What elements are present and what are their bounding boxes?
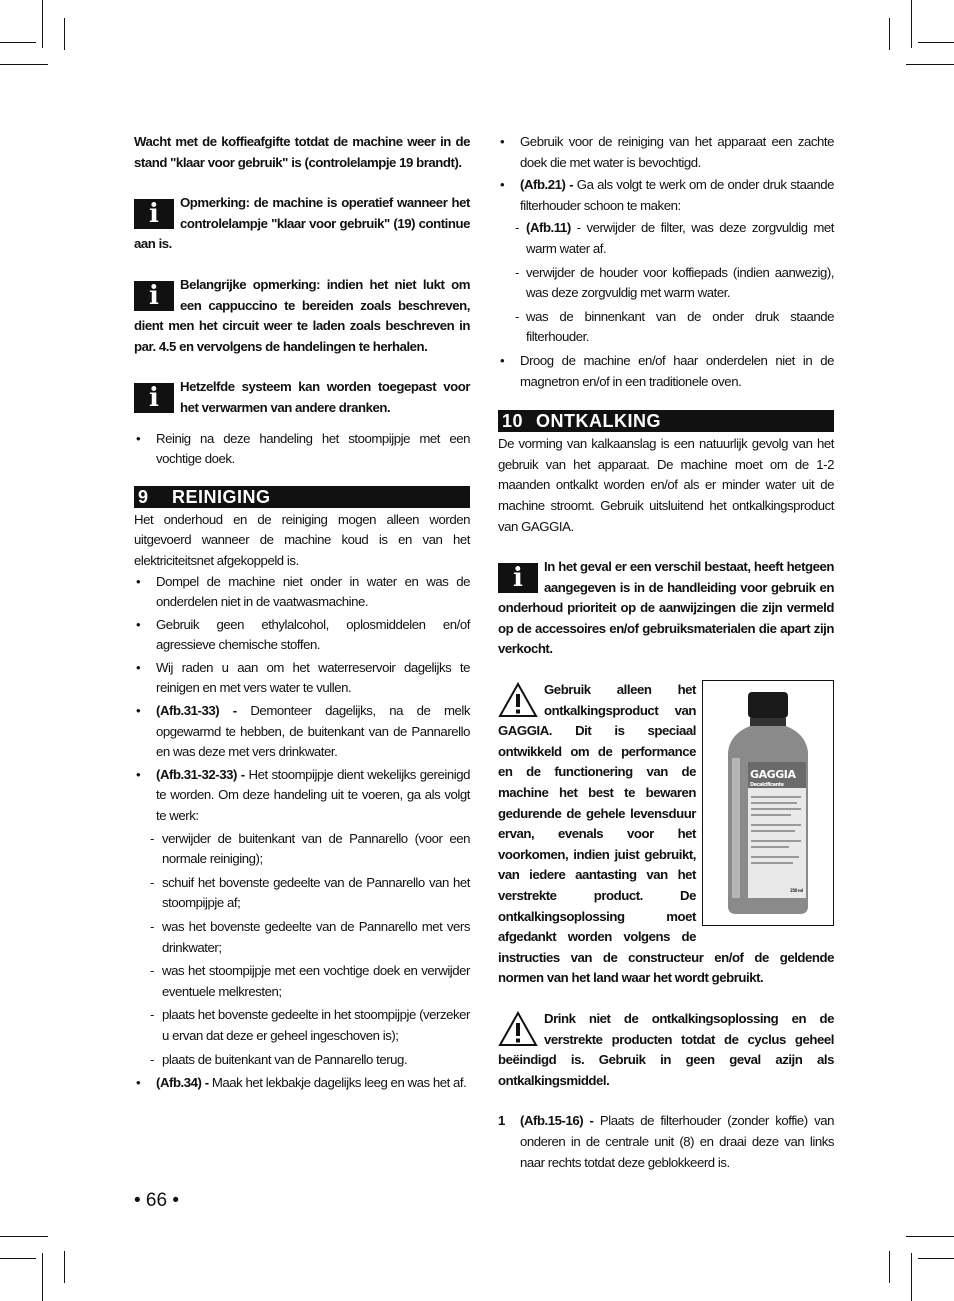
crop-mark — [911, 0, 912, 48]
bullet-list — [134, 572, 470, 827]
note-text: Opmerking: de machine is operatief wanneer het controlelampje "klaar voor gebruik" (19) continue aan is. — [134, 195, 470, 252]
item-text: was de binnenkant van de onder druk staande filterhouder. — [526, 308, 834, 345]
section-title: REINIGING — [172, 486, 271, 507]
warning-icon — [498, 682, 538, 718]
list-item — [134, 615, 470, 656]
section-title: ONTKALKING — [536, 411, 661, 432]
bottle-brand: GAGGIA — [750, 768, 796, 782]
section-heading-reiniging — [134, 486, 470, 508]
warning-icon — [498, 1011, 538, 1047]
warning-text: Drink niet de ontkalkingsoplossing en de verstrekte producten totdat de cyclus geheel beëindigd is. Gebruik in geen geval azijn als ontkalkingsmiddel. — [498, 1010, 834, 1088]
dash-item: - was het bovenste gedeelte van de Pannarello met vers drinkwater; — [150, 919, 470, 955]
section-intro: De vorming van kalkaanslag is een natuurlijk gevolg van het gebruik van het apparaat. De machine moet om de 1-2 maanden ontkalkt worden en/of als er minder water uit de machine stroomt. Gebruik uitsluitend het ontkalkingsproduct van GAGGIA. — [498, 436, 834, 534]
crop-mark — [0, 1258, 36, 1259]
warning-note — [498, 680, 834, 989]
bottle-illustration — [720, 688, 816, 918]
item-text: was het bovenste gedeelte van de Pannarello met vers drinkwater; — [162, 919, 470, 955]
right-column — [498, 132, 834, 1173]
item-text: was het stoompijpje met een vochtige doek en verwijder eventuele melkresten; — [162, 963, 470, 999]
list-item: • Reinig na deze handeling het stoompijpje met een vochtige doek. — [134, 429, 470, 470]
crop-mark — [889, 18, 890, 50]
item-text: Dompel de machine niet onder in water en was de onderdelen niet in de vaatwasmachine. — [156, 573, 470, 610]
figure-ref: (Afb.31-32-33) - — [156, 766, 245, 782]
section-number: 9 — [138, 486, 149, 507]
item-text: - verwijder de filter, was deze zorgvuldig met warm water af. — [526, 220, 834, 256]
dash-item: - plaats de buitenkant van de Pannarello terug. — [150, 1051, 408, 1067]
list-item — [134, 701, 470, 763]
item-text: plaats het bovenste gedeelte in het stoompijpje (verzeker u ervan dat deze er geheel ingeschoven is); — [162, 1007, 470, 1043]
note-text: Hetzelfde systeem kan worden toegepast voor het verwarmen van andere dranken. — [180, 379, 470, 415]
item-text: Het stoompijpje dient wekelijks gereinigd te worden. Om deze handeling uit te voeren, ga als volgt te werk: — [156, 766, 470, 824]
item-text: Ga als volgt te werk om de onder druk staande filterhouder schoon te maken: — [520, 177, 834, 213]
crop-mark — [906, 1236, 954, 1237]
list-item: • Droog de machine en/of haar onderdelen niet in de magnetron en/of in een traditionele oven. — [498, 351, 834, 392]
descaler-bottle-image — [702, 680, 834, 926]
dash-list — [498, 218, 834, 348]
dash-item: - was de binnenkant van de onder druk staande filterhouder. — [515, 308, 834, 345]
bottle-size: 250 ml — [790, 888, 803, 894]
note-text: In het geval er een verschil bestaat, heeft hetgeen aangegeven is in de handleiding voor gebruik en onderhoud prioriteit op de aanwijzingen die zijn vermeld op de accessoires en/of gebruiksmaterialen die apart zijn verkocht. — [498, 559, 834, 657]
crop-mark — [0, 64, 48, 65]
crop-mark — [42, 1253, 43, 1301]
info-icon: i — [498, 563, 538, 593]
figure-ref: (Afb.21) - — [520, 177, 574, 193]
info-note — [498, 557, 834, 660]
info-note — [134, 275, 470, 357]
dash-item: - (Afb.11) - verwijder de filter, was deze zorgvuldig met warm water af. — [515, 220, 834, 256]
left-column — [134, 132, 470, 1096]
list-item — [134, 765, 470, 827]
paragraph: Wacht met de koffieafgifte totdat de machine weer in de stand "klaar voor gebruik" is (controlelampje 19 brandt). — [134, 134, 470, 170]
item-text: plaats de buitenkant van de Pannarello terug. — [162, 1051, 408, 1067]
dash-item: - schuif het bovenste gedeelte van de Pannarello van het stoompijpje af; — [150, 874, 470, 911]
step-text: Plaats de filterhouder (zonder koffie) van onderen in de centrale unit (8) en draai deze van links naar rechts totdat deze geblokkeerd is. — [520, 1113, 835, 1170]
list-item — [134, 1073, 470, 1094]
item-text: verwijder de buitenkant van de Pannarello (voor een normale reiniging); — [162, 830, 470, 867]
section-intro: Het onderhoud en de reiniging mogen alleen worden uitgevoerd wanneer de machine koud is en van het elektriciteitsnet afgekoppeld is. — [134, 511, 470, 568]
step-number: 1 — [498, 1113, 505, 1129]
dash-item: - plaats het bovenste gedeelte in het stoompijpje (verzeker u ervan dat deze er geheel ingeschoven is); — [150, 1007, 470, 1043]
note-text: Belangrijke opmerking: indien het niet lukt om een cappuccino te bereiden zoals beschreven, dient men het circuit weer te laden zoals beschreven in par. 4.5 en vervolgens de handelingen te herhalen. — [134, 276, 470, 354]
item-text: Wij raden u aan om het waterreservoir dagelijks te reinigen en met vers water te vullen. — [156, 659, 470, 696]
list-item: • Gebruik voor de reiniging van het apparaat een zachte doek die met water is bevochtigd. — [498, 132, 834, 173]
crop-mark — [911, 1253, 912, 1301]
page-number: • 66 • — [134, 1190, 179, 1211]
crop-mark — [0, 42, 36, 43]
info-icon: i — [134, 281, 174, 311]
bottle-label: Decalcificante — [750, 782, 784, 789]
info-icon: i — [134, 199, 174, 229]
list-item — [134, 658, 470, 699]
figure-ref: (Afb.34) - — [156, 1075, 209, 1091]
crop-mark — [889, 1251, 890, 1283]
dash-item: - verwijder de houder voor koffiepads (indien aanwezig), was deze zorgvuldig met warm water. — [515, 264, 834, 301]
dash-item: - was het stoompijpje met een vochtige doek en verwijder eventuele melkresten; — [150, 963, 470, 999]
section-number: 10 — [502, 411, 524, 432]
figure-ref: (Afb.11) — [526, 220, 571, 236]
crop-mark — [906, 64, 954, 65]
crop-mark — [0, 1236, 48, 1237]
bullet-list — [498, 351, 834, 392]
info-note — [134, 193, 470, 255]
crop-mark — [918, 42, 954, 43]
figure-ref: (Afb.31-33) - — [156, 703, 237, 719]
crop-mark — [64, 1251, 65, 1283]
info-note — [134, 377, 470, 418]
item-text: verwijder de houder voor koffiepads (indien aanwezig), was deze zorgvuldig met warm water. — [526, 264, 834, 301]
warning-text: Gebruik alleen het ontkalkingsproduct van GAGGIA. Dit is speciaal ontwikkeld om de performance en de functionering van de machine het best te bewaren gedurende de gehele levensduur ervan, evenals voor het voorkomen, indien juist gebruikt, van iedere aantasting van het verstrekte product. De ontkalkingsoplossing moet afgedankt worden volgens de instructies van de constructeur en/of de geldende normen van het land waar het wordt gebruikt. — [498, 682, 834, 986]
crop-mark — [64, 18, 65, 50]
item-text: schuif het bovenste gedeelte van de Pannarello van het stoompijpje af; — [162, 874, 470, 911]
bullet-list — [134, 1073, 470, 1094]
bullet-list — [134, 429, 470, 470]
dash-item: - verwijder de buitenkant van de Pannarello (voor een normale reiniging); — [150, 830, 470, 867]
numbered-step — [498, 1111, 834, 1173]
figure-ref: (Afb.15-16) - — [520, 1113, 594, 1129]
crop-mark — [918, 1258, 954, 1259]
item-text: Maak het lekbakje dagelijks leeg en was het af. — [211, 1075, 467, 1091]
item-text: Gebruik geen ethylalcohol, oplosmiddelen en/of agressieve chemische stoffen. — [156, 616, 470, 653]
warning-note — [498, 1009, 834, 1091]
bullet-list — [498, 132, 834, 216]
item-text: Demonteer dagelijks, na de melk opgewarmd te hebben, de buitenkant van de Pannarello en was deze met vers drinkwater. — [156, 703, 471, 760]
list-item — [498, 175, 834, 216]
crop-mark — [42, 0, 43, 48]
section-heading-ontkalking — [498, 410, 834, 432]
info-icon: i — [134, 383, 174, 413]
list-item — [134, 572, 470, 613]
dash-list — [134, 829, 470, 1071]
